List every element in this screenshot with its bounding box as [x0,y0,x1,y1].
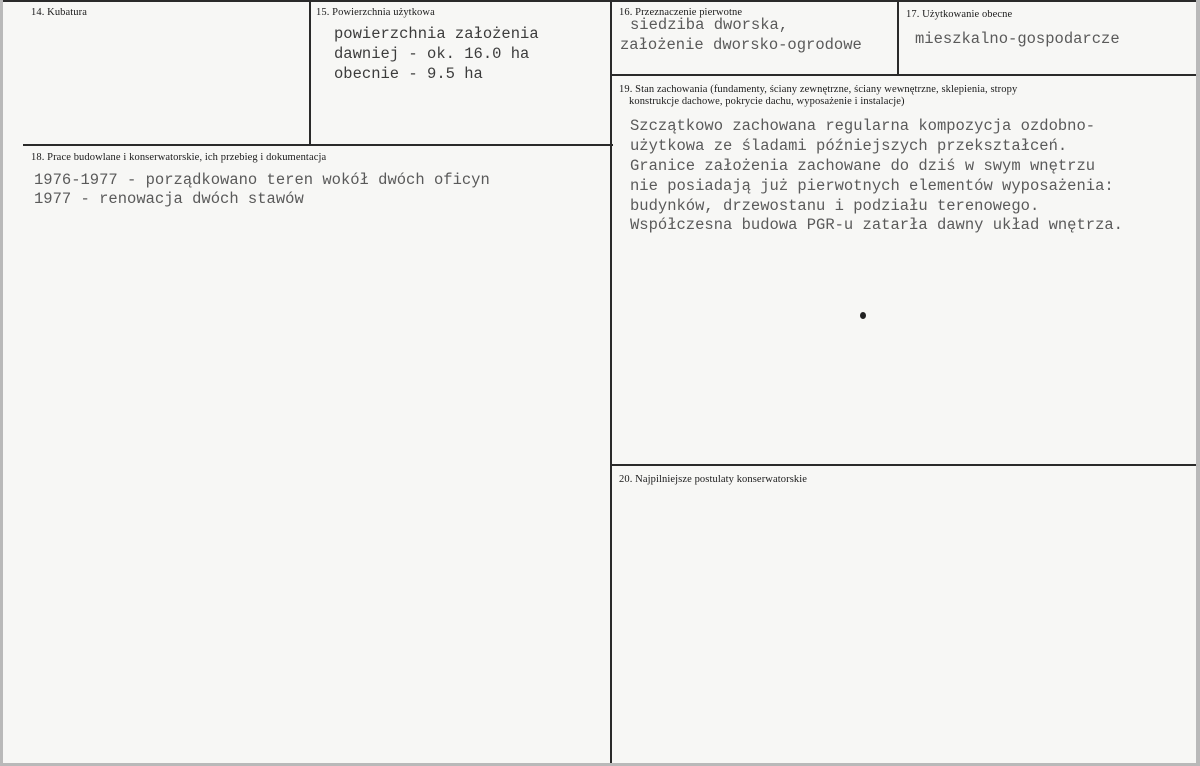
field-19-line-5: budynków, drzewostanu i podziału terenowego. [630,197,1040,215]
field-18-line-2: 1977 - renowacja dwóch stawów [34,190,304,208]
field-18-label: 18. Prace budowlane i konserwatorskie, ich przebieg i dokumentacja [31,152,327,163]
field-20-label: 20. Najpilniejsze postulaty konserwatorskie [619,474,808,485]
inventory-card [3,0,1196,763]
field-19-line-4: nie posiadają już pierwotnych elementów wyposażenia: [630,177,1114,195]
top-border [3,0,1196,2]
divider-v-main [610,0,612,763]
field-17-label: 17. Użytkowanie obecne [906,9,1013,20]
field-15-line-3: obecnie - 9.5 ha [334,65,483,83]
field-19-line-2: użytkowa ze śladami późniejszych przekształceń. [630,137,1068,155]
divider-v-14-15 [309,0,311,145]
field-19-line-1: Szczątkowo zachowana regularna kompozycja ozdobno- [630,117,1096,135]
field-18-line-1: 1976-1977 - porządkowano teren wokół dwóch oficyn [34,171,490,189]
field-19-label-line-2: konstrukcje dachowe, pokrycie dachu, wyposażenie i instalacje) [629,96,905,107]
field-19-line-6: Współczesna budowa PGR-u zatarła dawny układ wnętrza. [630,216,1123,234]
field-16-line-2: założenie dworsko-ogrodowe [620,36,862,54]
ink-dot [860,312,866,319]
field-14-label: 14. Kubatura [31,7,88,18]
divider-v-16-17 [897,0,899,75]
field-19-line-3: Granice założenia zachowane do dziś w swym wnętrzu [630,157,1096,175]
field-16-line-1: siedziba dworska, [630,16,789,34]
divider-h-row1 [23,144,613,146]
divider-h-16-19 [611,74,1196,76]
field-17-line-1: mieszkalno-gospodarcze [915,30,1120,48]
field-15-line-2: dawniej - ok. 16.0 ha [334,45,530,63]
field-15-line-1: powierzchnia założenia [334,25,539,43]
divider-h-19-20 [611,464,1196,466]
field-15-label: 15. Powierzchnia użytkowa [316,7,435,18]
field-19-label-line-1: 19. Stan zachowania (fundamenty, ściany zewnętrzne, ściany wewnętrzne, sklepienia, stropy [619,84,1018,95]
field-16-label: 16. Przeznaczenie pierwotne [619,7,743,18]
